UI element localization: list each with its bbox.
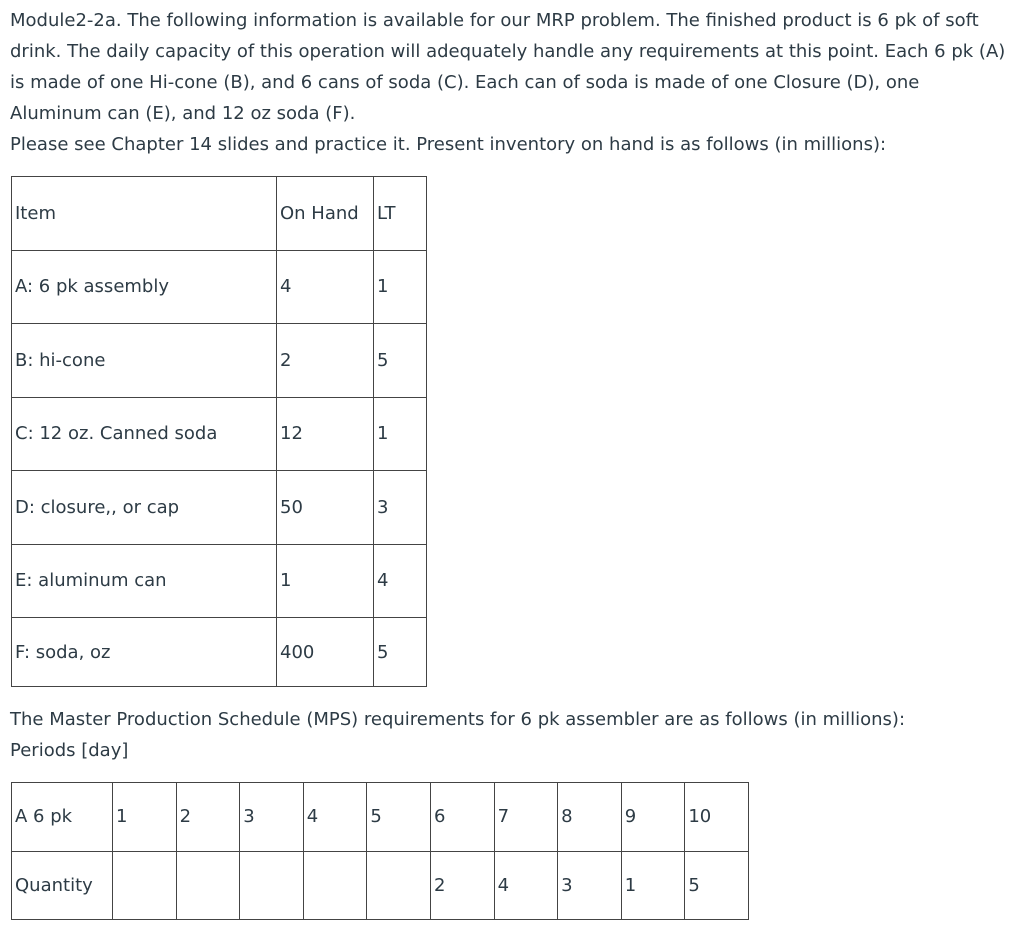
period-cell: 10 [685, 783, 749, 852]
on-hand-cell: 12 [277, 397, 374, 471]
period-cell: 2 [176, 783, 240, 852]
quantity-cell: 4 [494, 851, 558, 920]
quantity-cell: 3 [558, 851, 622, 920]
table-row [12, 397, 427, 471]
quantity-row-label: Quantity [12, 851, 113, 920]
header-item: Item [12, 177, 277, 251]
on-hand-cell: 1 [277, 544, 374, 618]
item-cell: D: closure,, or cap [12, 471, 277, 545]
item-cell: F: soda, oz [12, 618, 277, 687]
intro-line: is made of one Hi-cone (B), and 6 cans of soda (C). Each can of soda is made of one Closure (D), one [10, 72, 920, 93]
lead-time-cell: 1 [374, 397, 427, 471]
quantity-cell [113, 851, 177, 920]
quantity-cell [240, 851, 304, 920]
on-hand-cell: 4 [277, 250, 374, 324]
quantity-cell [367, 851, 431, 920]
period-cell: 7 [494, 783, 558, 852]
header-on-hand: On Hand [277, 177, 374, 251]
period-row-label: A 6 pk [12, 783, 113, 852]
intro-line: drink. The daily capacity of this operation will adequately handle any requirements at this point. Each 6 pk (A) [10, 41, 1006, 62]
on-hand-cell: 2 [277, 324, 374, 398]
mps-description [10, 704, 905, 766]
period-cell: 8 [558, 783, 622, 852]
lead-time-cell: 5 [374, 618, 427, 687]
mps-table [11, 782, 749, 920]
item-cell: C: 12 oz. Canned soda [12, 397, 277, 471]
on-hand-cell: 50 [277, 471, 374, 545]
mps-intro-line: The Master Production Schedule (MPS) requirements for 6 pk assembler are as follows (in millions): [10, 709, 906, 730]
period-cell: 4 [303, 783, 367, 852]
lead-time-cell: 3 [374, 471, 427, 545]
lead-time-cell: 4 [374, 544, 427, 618]
quantity-cell [303, 851, 367, 920]
table-header-row [12, 177, 427, 251]
lead-time-cell: 5 [374, 324, 427, 398]
quantity-cell: 1 [621, 851, 685, 920]
problem-statement [10, 5, 1005, 160]
period-cell: 3 [240, 783, 304, 852]
on-hand-cell: 400 [277, 618, 374, 687]
table-row [12, 618, 427, 687]
table-row [12, 544, 427, 618]
table-row [12, 324, 427, 398]
inventory-table [11, 176, 427, 687]
periods-caption: Periods [day] [10, 740, 129, 761]
period-cell: 1 [113, 783, 177, 852]
lead-time-cell: 1 [374, 250, 427, 324]
item-cell: E: aluminum can [12, 544, 277, 618]
table-row [12, 471, 427, 545]
period-cell: 6 [430, 783, 494, 852]
item-cell: A: 6 pk assembly [12, 250, 277, 324]
intro-line: Module2-2a. The following information is available for our MRP problem. The finished product is 6 pk of soft [10, 10, 979, 31]
quantity-row [12, 851, 749, 920]
header-lead-time: LT [374, 177, 427, 251]
period-row [12, 783, 749, 852]
period-cell: 5 [367, 783, 431, 852]
quantity-cell: 5 [685, 851, 749, 920]
intro-line: Please see Chapter 14 slides and practice it. Present inventory on hand is as follows (in millions): [10, 134, 887, 155]
table-row [12, 250, 427, 324]
period-cell: 9 [621, 783, 685, 852]
quantity-cell [176, 851, 240, 920]
item-cell: B: hi-cone [12, 324, 277, 398]
quantity-cell: 2 [430, 851, 494, 920]
intro-line: Aluminum can (E), and 12 oz soda (F). [10, 103, 356, 124]
